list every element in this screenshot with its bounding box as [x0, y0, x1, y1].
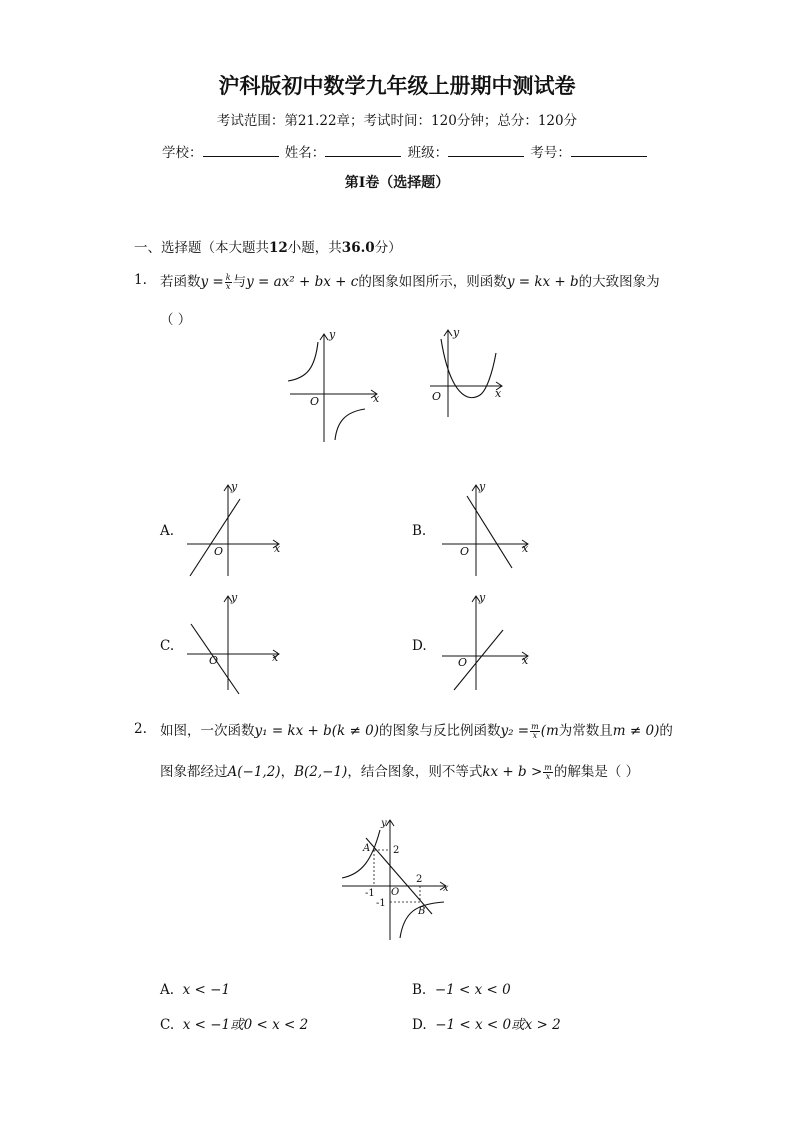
q1-frac-kx	[225, 274, 232, 291]
section-score: 36.0	[341, 240, 375, 256]
tick-2-y: 2	[393, 845, 400, 856]
q2-option-a-label: A.	[160, 982, 175, 998]
origin-label: O	[209, 654, 219, 667]
x-label: x	[443, 883, 449, 894]
q2-comma: ，	[280, 764, 295, 780]
q1-parabola-graph	[428, 325, 518, 425]
y-label: y	[453, 326, 460, 339]
page-title: 沪科版初中数学九年级上册期中测试卷	[218, 73, 576, 98]
q2-math-mneq: m ≠ 0)	[612, 723, 660, 739]
q1-option-a-label[interactable]: A.	[160, 523, 175, 539]
q1-hyperbola-graph	[285, 328, 385, 446]
origin-label: O	[458, 656, 468, 669]
q2-text-3: 为常数且	[558, 723, 613, 739]
q1-paren: （ ）	[160, 312, 192, 328]
line-a	[190, 499, 240, 576]
q2-text-1: 如图，一次函数	[160, 723, 255, 739]
name-label: 姓名：	[284, 145, 326, 161]
origin-label: O	[310, 395, 320, 408]
student-fields	[162, 141, 649, 161]
q1-text-3: 的图象如图所示，则函数	[358, 274, 507, 290]
q2-option-c-text: x < −1或0 < x < 2	[182, 1017, 309, 1033]
q2-frac-den-2: x	[545, 772, 551, 781]
q1-option-a-graph[interactable]	[185, 480, 285, 580]
q2-option-d[interactable]	[412, 1013, 561, 1033]
q2-frac-num-2: m	[544, 763, 552, 772]
tick-neg1-y: -1	[376, 898, 386, 909]
q1-math-y: y	[200, 274, 209, 290]
q2-option-b[interactable]	[412, 982, 511, 998]
q2-text-line2	[160, 760, 639, 781]
origin-label: O	[460, 545, 470, 558]
class-label: 班级：	[407, 145, 449, 161]
q2-option-a-text: x < −1	[182, 982, 231, 998]
q1-option-b-graph[interactable]	[440, 480, 540, 580]
q2-option-d-label: D.	[412, 1017, 427, 1033]
line-b	[467, 496, 512, 568]
q2-text-line1	[160, 719, 673, 740]
q2-option-d-text: −1 < x < 0或x > 2	[435, 1017, 561, 1033]
q2-math-y2: y₂ =	[500, 723, 530, 739]
q2-frac-den: x	[532, 731, 538, 740]
section-label: 一、选择题（本大题共	[134, 240, 269, 256]
section-mid: 小题，共	[287, 240, 342, 256]
point-B-label: B	[418, 906, 426, 917]
class-blank[interactable]	[448, 142, 524, 157]
q2-math-m: (m	[540, 723, 559, 739]
parabola-curve	[441, 339, 496, 398]
q1-math-lin: y = kx + b	[506, 274, 579, 290]
tick-neg1-x: -1	[365, 888, 375, 899]
hyperbola-branch-left	[288, 342, 318, 381]
q2-frac-num: m	[531, 722, 539, 731]
q2-text-4: 的	[659, 723, 673, 739]
school-blank[interactable]	[203, 142, 279, 157]
y-label: y	[479, 591, 486, 604]
x-label: x	[495, 387, 502, 400]
q2-math-y1: y₁ = kx + b(k ≠ 0)	[254, 723, 379, 739]
number-label: 考号：	[530, 145, 571, 161]
y-label: y	[231, 591, 238, 604]
q2-text-7: 的解集是（ ）	[553, 764, 640, 780]
q2-math-ineq: kx + b >	[482, 764, 543, 780]
x-label: x	[522, 542, 529, 555]
q2-text-5: 图象都经过	[160, 764, 228, 780]
volume-heading: 第I卷（选择题）	[344, 175, 450, 191]
q2-frac-mx-2	[543, 764, 553, 781]
q1-option-c-label[interactable]: C.	[160, 638, 175, 654]
q1-option-d-label[interactable]: D.	[412, 638, 427, 654]
school-label: 学校：	[162, 145, 203, 161]
q2-option-b-label: B.	[412, 982, 427, 998]
y-label: y	[329, 328, 336, 341]
q1-option-b-label[interactable]: B.	[412, 523, 427, 539]
q2-math-A: A(−1,2)	[227, 764, 281, 780]
hyperbola-branch-right	[335, 409, 365, 440]
q1-text: 若函数y = $\frac{k}{x}$ 与y = ax² + bx + c的图象如图所示，则函数y = kx + b的大致图象为	[160, 273, 660, 291]
y-label: y	[381, 818, 387, 829]
number-blank[interactable]	[571, 142, 647, 157]
name-blank[interactable]	[325, 142, 401, 157]
q2-option-b-text: −1 < x < 0	[434, 982, 511, 998]
q1-number: 1.	[134, 272, 147, 288]
q2-frac-mx	[530, 723, 540, 740]
q1-option-c-graph[interactable]	[185, 592, 285, 697]
y-label: y	[231, 480, 238, 493]
q2-graph	[336, 816, 456, 944]
section-heading	[134, 236, 402, 256]
x-label: x	[373, 392, 380, 405]
q1-text-4: 的大致图象为	[578, 274, 660, 290]
origin-label: O	[214, 545, 224, 558]
section-count: 12	[269, 240, 288, 256]
origin-label: O	[391, 887, 400, 898]
q1-option-d-graph[interactable]	[440, 592, 540, 697]
q2-text-6: ，结合图象，则不等式	[347, 764, 483, 780]
x-label: x	[272, 651, 279, 664]
point-A-label: A	[363, 843, 371, 854]
q2-option-c-label: C.	[160, 1017, 175, 1033]
x-label: x	[522, 654, 529, 667]
x-label: x	[274, 542, 281, 555]
exam-info: 考试范围：第21.22章；考试时间：120分钟；总分：120分	[216, 113, 578, 129]
q1-frac-den: x	[225, 282, 231, 291]
q1-math-quad: y = ax² + bx + c	[246, 274, 359, 290]
q1-text-2: 与	[232, 274, 247, 290]
origin-label: O	[432, 390, 442, 403]
q2-math-B: B(2,−1)	[294, 764, 348, 780]
q1-frac-num: k	[225, 273, 231, 282]
y-label: y	[479, 480, 486, 493]
q2-option-c[interactable]	[160, 1013, 308, 1033]
tick-2-x: 2	[416, 874, 423, 885]
q1-text-1: 若函数	[160, 274, 201, 290]
q2-number: 2.	[134, 721, 147, 737]
section-end: 分）	[374, 240, 402, 256]
q2-option-a[interactable]	[160, 982, 230, 998]
q2-text-2: 的图象与反比例函数	[378, 723, 501, 739]
